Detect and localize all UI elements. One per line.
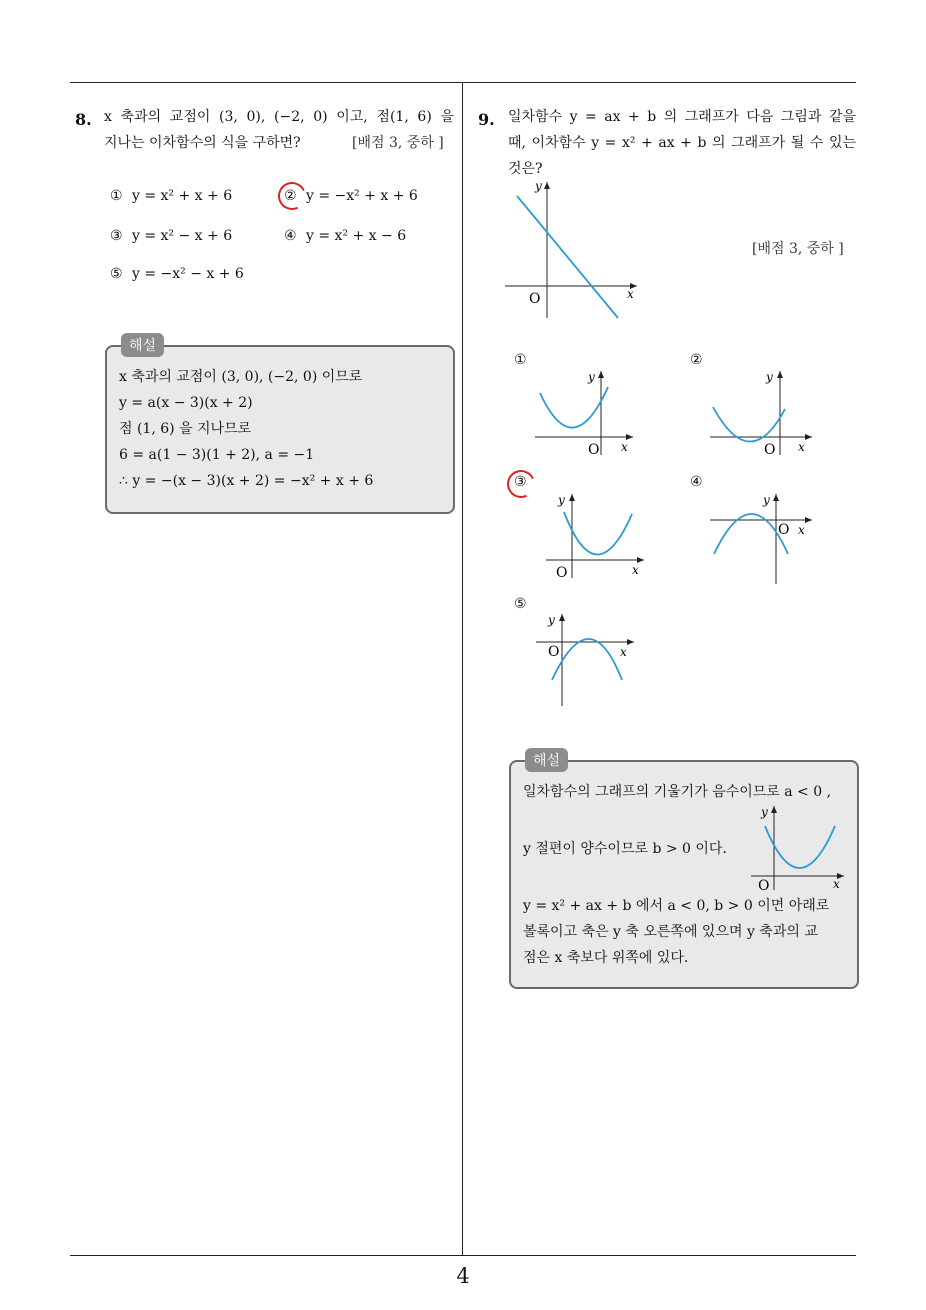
axis-label-x: x [627, 287, 634, 301]
q9-solution-line4: 볼록이고 축은 y 축 오른쪽에 있으며 y 축과의 교 [523, 924, 818, 940]
q9-answer-marker [503, 466, 539, 502]
svg-text:O: O [764, 442, 776, 458]
q8-choice-1[interactable]: ① y = x² + x + 6 [110, 188, 233, 204]
svg-text:y: y [763, 493, 770, 507]
q9-text-line3: 것은? [508, 161, 543, 177]
bottom-rule [70, 1255, 856, 1256]
svg-text:y: y [761, 805, 768, 819]
svg-text:x: x [833, 877, 840, 891]
svg-text:x: x [620, 645, 627, 659]
svg-text:O: O [778, 522, 790, 538]
svg-text:x: x [798, 523, 805, 537]
q9-solution-line1: 일차함수의 그래프의 기울기가 음수이므로 a < 0 , [523, 784, 832, 800]
q9-text-line1: 일차함수 y = ax + b 의 그래프가 다음 그림과 같을 [508, 109, 856, 125]
q8-answer-marker [274, 178, 310, 214]
q9-difficulty: [배점 3, 중하 ] [752, 241, 844, 257]
q8-solution-tag: 해설 [121, 333, 164, 357]
q9-choice-2-num[interactable]: ② [690, 352, 703, 368]
q8-choice-4-expr: y = x² + x − 6 [306, 228, 407, 244]
q9-choice-3-graph[interactable] [544, 488, 649, 583]
q8-solution-box [105, 338, 455, 514]
svg-text:x: x [621, 440, 628, 454]
q9-solution-line2: y 절편이 양수이므로 b > 0 이다. [523, 841, 727, 857]
q9-choice-4-num[interactable]: ④ [690, 474, 703, 490]
q8-solution-line1: x 축과의 교점이 (3, 0), (−2, 0) 이므로 [119, 369, 363, 385]
q9-choice-2-graph[interactable] [708, 365, 818, 460]
q9-text-line2: 때, 이차함수 y = x² + ax + b 의 그래프가 될 수 있는 [508, 135, 856, 151]
q8-solution-line4: 6 = a(1 − 3)(1 + 2), a = −1 [119, 447, 315, 463]
svg-text:x: x [798, 440, 805, 454]
svg-text:y: y [558, 493, 565, 507]
q8-choice-2-expr: y = −x² + x + 6 [306, 188, 418, 204]
q9-solution-box [509, 753, 859, 989]
q8-choice-2[interactable]: ② y = −x² + x + 6 [284, 188, 418, 204]
page-number: 4 [456, 1264, 470, 1288]
q8-choice-4[interactable]: ④ y = x² + x − 6 [284, 228, 407, 244]
origin-label: O [529, 291, 541, 307]
axis-label-y: y [535, 179, 542, 193]
q8-solution-line2: y = a(x − 3)(x + 2) [119, 395, 253, 411]
q8-difficulty: [배점 3, 중하 ] [352, 135, 444, 151]
q9-choice-3-num[interactable]: ③ [514, 474, 527, 490]
q8-choice-3[interactable]: ③ y = x² − x + 6 [110, 228, 233, 244]
q8-choice-5[interactable]: ⑤ y = −x² − x + 6 [110, 266, 244, 282]
svg-text:O: O [548, 644, 560, 660]
q8-solution-line5: ∴ y = −(x − 3)(x + 2) = −x² + x + 6 [119, 473, 374, 489]
svg-text:y: y [588, 370, 595, 384]
svg-text:x: x [632, 563, 639, 577]
q9-solution-line3: y = x² + ax + b 에서 a < 0, b > 0 이면 아래로 [523, 898, 830, 914]
q8-number: 8. [75, 110, 92, 129]
q8-choice-5-expr: y = −x² − x + 6 [132, 266, 244, 282]
q9-solution-line5: 점은 x 축보다 위쪽에 있다. [523, 950, 689, 966]
q9-choice-5-num[interactable]: ⑤ [514, 596, 527, 612]
svg-text:O: O [758, 878, 770, 892]
q9-solution-tag: 해설 [525, 748, 568, 772]
q8-choice-1-expr: y = x² + x + 6 [132, 188, 233, 204]
q9-solution-graph [749, 800, 849, 892]
q8-text-line1: x 축과의 교점이 (3, 0), (−2, 0) 이고, 점(1, 6) 을 [104, 109, 454, 125]
q8-choice-3-expr: y = x² − x + 6 [132, 228, 233, 244]
column-divider [462, 82, 463, 1255]
q9-choice-4-graph[interactable] [708, 488, 818, 588]
svg-text:O: O [588, 442, 600, 458]
q8-solution-line3: 점 (1, 6) 을 지나므로 [119, 421, 252, 437]
svg-text:y: y [766, 370, 773, 384]
q9-choice-1-graph[interactable] [533, 365, 638, 460]
q8-text-line2: 지나는 이차함수의 식을 구하면? [104, 135, 301, 151]
svg-text:O: O [556, 565, 568, 581]
q9-number: 9. [478, 110, 495, 129]
top-rule [70, 82, 856, 83]
q9-linear-graph [505, 178, 645, 323]
q9-choice-1-num[interactable]: ① [514, 352, 527, 368]
svg-text:y: y [548, 613, 555, 627]
q9-choice-5-graph[interactable] [534, 608, 639, 708]
